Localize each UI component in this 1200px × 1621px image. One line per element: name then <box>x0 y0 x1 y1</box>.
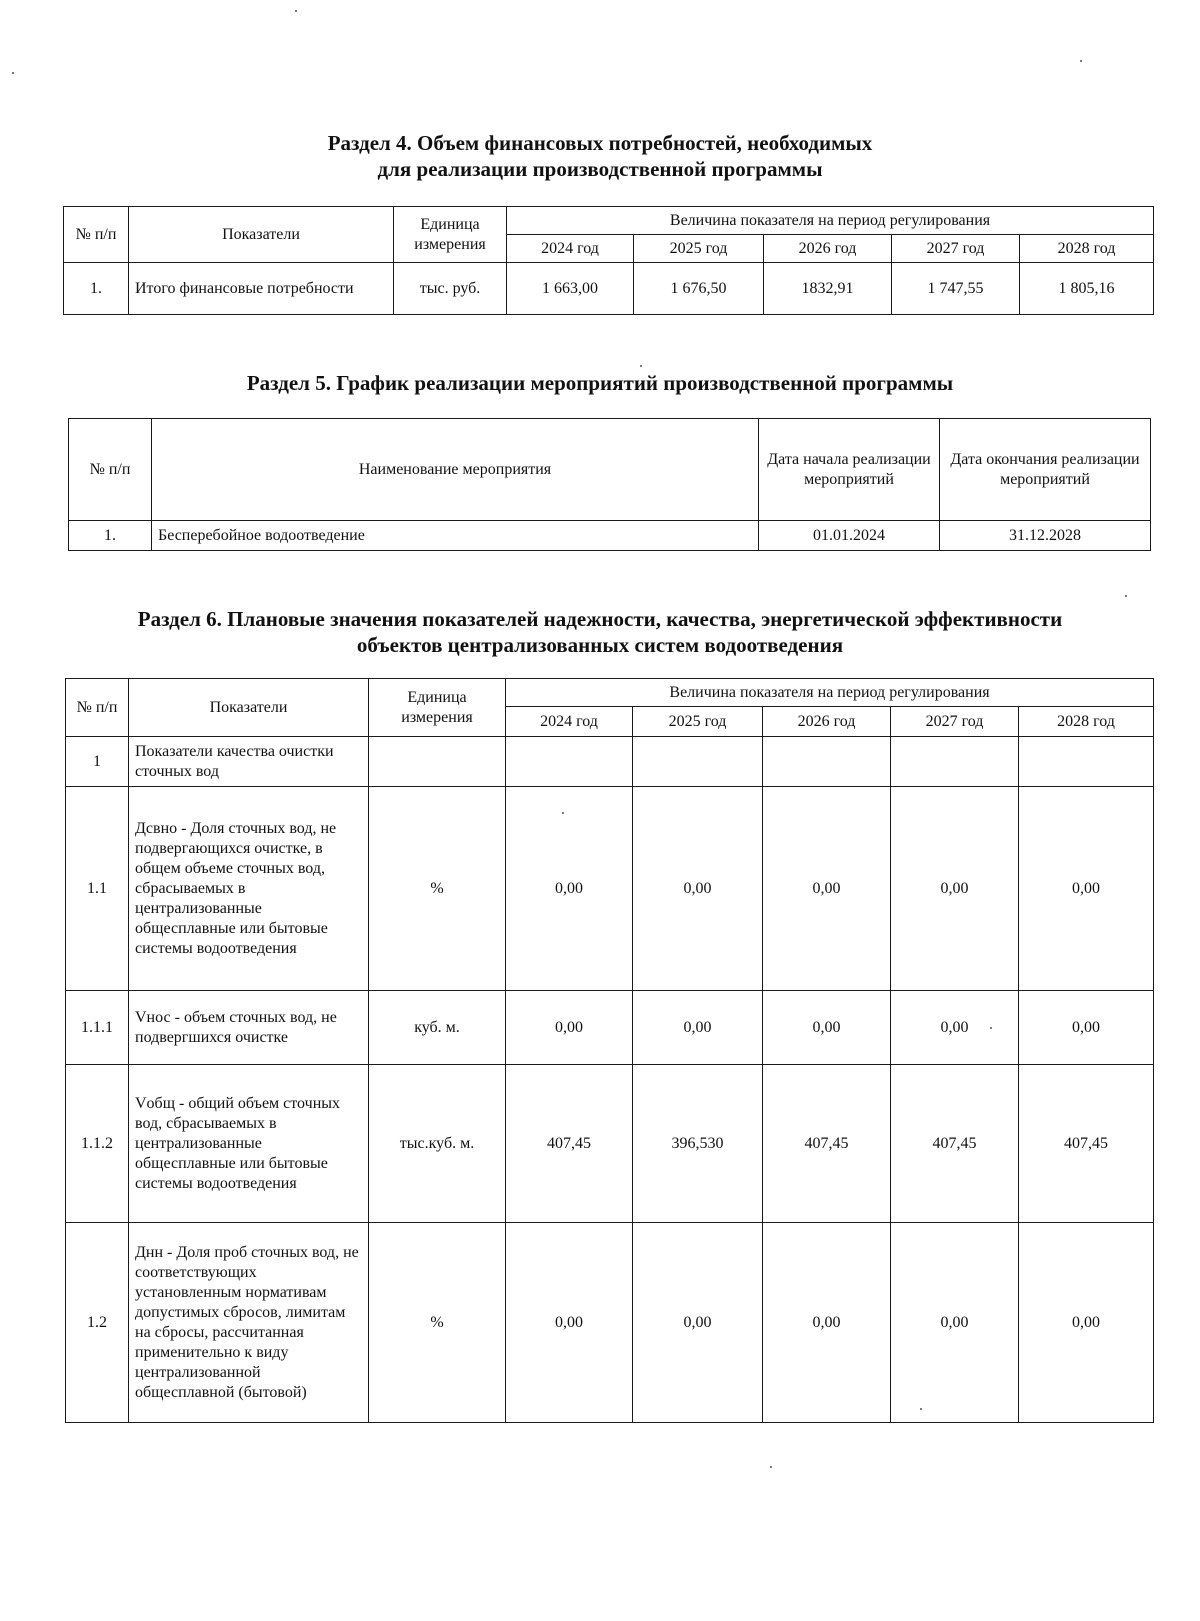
row-value-2024: 1 663,00 <box>507 263 634 315</box>
row-value-2024: 407,45 <box>506 1065 633 1223</box>
section6-title-line2: объектов централизованных систем водоотведения <box>356 633 844 657</box>
row-value-2024: 0,00 <box>506 991 633 1065</box>
row-indicator: Vнос - объем сточных вод, не подвергшихся очистке <box>129 991 369 1065</box>
row-value-2026: 407,45 <box>763 1065 891 1223</box>
section4-year-2026: 2026 год <box>764 235 892 263</box>
table-row <box>66 1223 1154 1423</box>
section6-year-2028: 2028 год <box>1019 707 1154 737</box>
row-value-2027 <box>891 737 1019 787</box>
section6-year-2024: 2024 год <box>506 707 633 737</box>
row-value-2028: 0,00 <box>1019 991 1154 1065</box>
section5-title: Раздел 5. График реализации мероприятий производственной программы <box>246 371 954 395</box>
row-num: 1. <box>69 521 152 551</box>
row-value-2028: 407,45 <box>1019 1065 1154 1223</box>
row-indicator: Vобщ - общий объем сточных вод, сбрасываемых в централизованные общесплавные или бытовые системы водоотведения <box>129 1065 369 1223</box>
row-indicator: Итого финансовые потребности <box>129 263 394 315</box>
section4-table <box>63 206 1154 315</box>
section5-header-start: Дата начала реализации мероприятий <box>759 419 940 521</box>
section6-header-num: № п/п <box>66 679 129 737</box>
row-unit: куб. м. <box>369 991 506 1065</box>
section6-header-indicator: Показатели <box>129 679 369 737</box>
row-value-2027: 1 747,55 <box>892 263 1020 315</box>
row-indicator: Днн - Доля проб сточных вод, не соответствующих установленным нормативам допустимых сбросов, лимитам на сбросы, рассчитанная применительно к виду централизованной общесплавной (бытовой) <box>129 1223 369 1423</box>
row-value-2026: 0,00 <box>763 991 891 1065</box>
scan-speck <box>12 72 14 74</box>
section4-header-unit: Единица измерения <box>394 207 507 263</box>
section4-header-num: № п/п <box>64 207 129 263</box>
row-indicator: Дсвно - Доля сточных вод, не подвергающихся очистке, в общем объеме сточных вод, сбрасываемых в централизованные общесплавные или бытовые системы водоотведения <box>129 787 369 991</box>
row-value-2026 <box>763 737 891 787</box>
row-value-2025: 0,00 <box>633 1223 763 1423</box>
row-value-2026: 1832,91 <box>764 263 892 315</box>
row-value-2028: 0,00 <box>1019 1223 1154 1423</box>
table-row <box>66 787 1154 991</box>
section6-year-2027: 2027 год <box>891 707 1019 737</box>
table-row <box>66 991 1154 1065</box>
section6-header-period: Величина показателя на период регулирования <box>506 679 1154 707</box>
section6-header-unit: Единица измерения <box>369 679 506 737</box>
row-value-2024: 0,00 <box>506 1223 633 1423</box>
section6-title <box>0 606 1200 658</box>
row-num: 1.1.1 <box>66 991 129 1065</box>
row-value-2025 <box>633 737 763 787</box>
row-unit <box>369 737 506 787</box>
section4-header-indicator: Показатели <box>129 207 394 263</box>
section4-title <box>0 130 1200 182</box>
section6-header-row <box>66 679 1154 707</box>
section5-header-num: № п/п <box>69 419 152 521</box>
row-unit: % <box>369 1223 506 1423</box>
row-value-2028: 0,00 <box>1019 787 1154 991</box>
section5-header-row <box>69 419 1151 521</box>
section5-header-end: Дата окончания реализации мероприятий <box>940 419 1151 521</box>
row-value-2024: 0,00 <box>506 787 633 991</box>
section4-year-2024: 2024 год <box>507 235 634 263</box>
row-end-date: 31.12.2028 <box>940 521 1151 551</box>
section4-header-period: Величина показателя на период регулирования <box>507 207 1154 235</box>
section4-year-2028: 2028 год <box>1020 235 1154 263</box>
row-value-2025: 1 676,50 <box>634 263 764 315</box>
table-row <box>69 521 1151 551</box>
row-value-2028 <box>1019 737 1154 787</box>
table-row <box>64 263 1154 315</box>
row-num: 1.1.2 <box>66 1065 129 1223</box>
section6-year-2026: 2026 год <box>763 707 891 737</box>
row-unit: % <box>369 787 506 991</box>
row-value-2025: 396,530 <box>633 1065 763 1223</box>
section5-table <box>68 418 1151 551</box>
scan-speck <box>770 1466 772 1468</box>
row-indicator: Показатели качества очистки сточных вод <box>129 737 369 787</box>
table-row <box>66 1065 1154 1223</box>
row-num: 1.1 <box>66 787 129 991</box>
row-value-2026: 0,00 <box>763 1223 891 1423</box>
section4-title-line1: Раздел 4. Объем финансовых потребностей, необходимых <box>327 131 873 155</box>
row-start-date: 01.01.2024 <box>759 521 940 551</box>
row-value-2027: 407,45 <box>891 1065 1019 1223</box>
row-unit: тыс.куб. м. <box>369 1065 506 1223</box>
row-num: 1.2 <box>66 1223 129 1423</box>
scan-speck <box>1125 595 1127 597</box>
row-value-2027: 0,00 <box>891 991 1019 1065</box>
scan-speck <box>1080 60 1082 62</box>
row-num: 1. <box>64 263 129 315</box>
row-value-2026: 0,00 <box>763 787 891 991</box>
section5-header-name: Наименование мероприятия <box>152 419 759 521</box>
row-num: 1 <box>66 737 129 787</box>
section6-table <box>65 678 1154 1423</box>
row-value-2024 <box>506 737 633 787</box>
section4-title-line2: для реализации производственной программы <box>377 157 823 181</box>
section4-header-row <box>64 207 1154 235</box>
section6-year-2025: 2025 год <box>633 707 763 737</box>
table-row <box>66 737 1154 787</box>
row-value-2027: 0,00 <box>891 787 1019 991</box>
row-value-2025: 0,00 <box>633 991 763 1065</box>
row-name: Бесперебойное водоотведение <box>152 521 759 551</box>
row-value-2028: 1 805,16 <box>1020 263 1154 315</box>
row-value-2027: 0,00 <box>891 1223 1019 1423</box>
row-value-2025: 0,00 <box>633 787 763 991</box>
scan-speck <box>640 365 642 367</box>
section4-year-2025: 2025 год <box>634 235 764 263</box>
section6-title-line1: Раздел 6. Плановые значения показателей надежности, качества, энергетической эффективности <box>137 607 1063 631</box>
section4-year-2027: 2027 год <box>892 235 1020 263</box>
row-unit: тыс. руб. <box>394 263 507 315</box>
scan-speck <box>295 10 297 12</box>
